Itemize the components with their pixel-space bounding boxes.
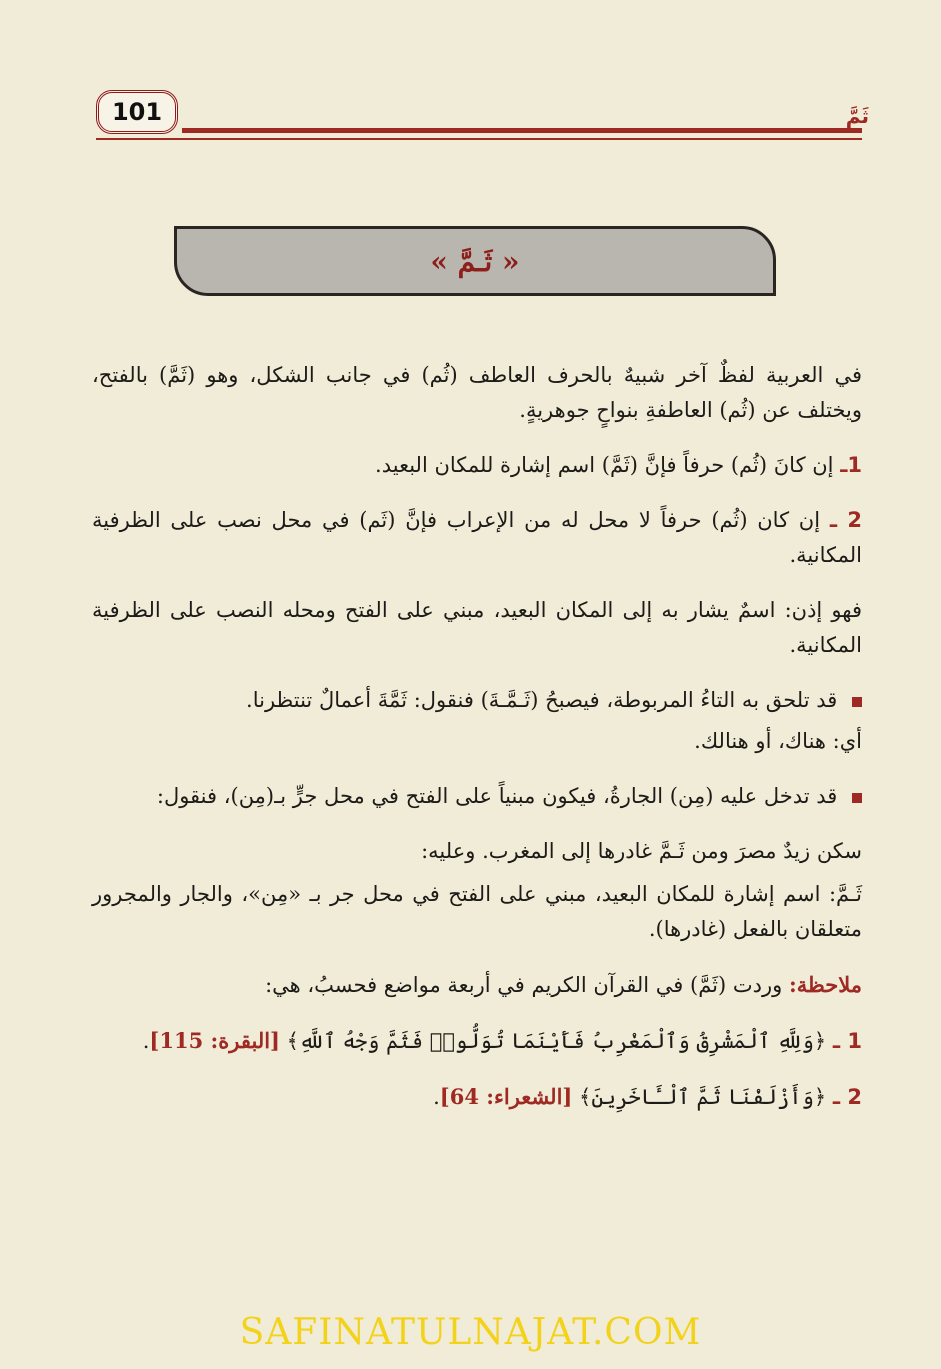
bullet-2-text: قد تدخل عليه (مِن) الجارةُ، فيكون مبنياً على الفتح في محل جرٍّ بـ(مِن)، فنقول: [156,784,838,808]
verse-2-number: 2 ـ [832,1085,862,1109]
analysis-paragraph: ثَـمَّ: اسم إشارة للمكان البعيد، مبني على الفتح في محل جر بـ «مِن»، والجار والمجرور متعلقان بالفعل (غادرها). [92,882,862,941]
point-2-number: 2 ـ [829,508,862,532]
page-number-text: 101 [111,98,163,126]
note-text: وردت (ثَمَّ) في القرآن الكريم في أربعة مواضع فحسبُ، هي: [265,973,783,997]
note-label: ملاحظة: [789,972,862,997]
point-1-number: 1ـ [840,453,862,477]
verse-2-text: ﴿وَأَزْلَفْنَا ثَمَّ ٱلْـَٔاخَرِينَ﴾ [579,1085,827,1109]
header-rule [182,128,862,133]
summary-paragraph: فهو إذن: اسمٌ يشار به إلى المكان البعيد، مبني على الفتح ومحله النصب على الظرفية المكانية. [92,598,862,657]
verse-1-number: 1 ـ [832,1029,862,1053]
quran-verse-2: 2 ـ ﴿وَأَزْلَفْنَا ثَمَّ ٱلْـَٔاخَرِينَ﴾ [الشعراء: 64]. [433,1084,862,1109]
quran-verse-1: 1 ـ ﴿وَلِلَّهِ ٱلْمَشْرِقُ وَٱلْمَغْرِبُ فَأَيْنَمَا تُوَلُّوا۟ فَثَمَّ وَجْهُ ٱللَّهِ﴾ [البقرة: 115]. [142,1028,862,1053]
point-2-text: إن كان (ثُم) حرفاً لا محل له من الإعراب فإنَّ (ثَم) في محل نصب على الظرفية المكانية. [92,508,862,567]
verse-1-reference: [البقرة: 115] [149,1028,280,1053]
square-bullet-icon [852,793,862,803]
intro-paragraph: في العربية لفظٌ آخر شبيهٌ بالحرف العاطف (ثُم) في جانب الشكل، وهو (ثَمَّ) بالفتح، ويختلف عن (ثُم) العاطفةِ بنواحٍ جوهريةٍ. [92,363,862,422]
page-number [96,90,178,134]
watermark: SAFINATULNAJAT.COM [239,1312,702,1353]
point-1 [92,448,862,483]
square-bullet-icon [852,697,862,707]
bullet-2 [92,779,862,814]
header-rule-thin [96,138,862,140]
meaning-line: أي: هناك، أو هنالك. [694,729,862,753]
page-title: « ثَـمَّ » [430,244,520,278]
title-banner [174,226,776,296]
bullet-1 [92,683,862,718]
verse-2-reference: [الشعراء: 64] [439,1084,573,1109]
note [92,967,862,1003]
point-2 [92,503,862,573]
verse-1-text: ﴿وَلِلَّهِ ٱلْمَشْرِقُ وَٱلْمَغْرِبُ فَأَيْنَمَا تُوَلُّوا۟ فَثَمَّ وَجْهُ ٱللَّهِ﴾ [286,1029,827,1053]
point-1-text: إن كانَ (ثُم) حرفاً فإنَّ (ثَمَّ) اسم إشارة للمكان البعيد. [375,453,834,477]
body-text [92,358,862,1135]
example-sentence: سكن زيدٌ مصرَ ومن ثَـمَّ غادرها إلى المغرب. وعليه: [421,839,862,863]
bullet-1-text: قد تلحق به التاءُ المربوطة، فيصبحُ (ثَـمَّـةَ) فنقول: ثَمَّةَ أعمالٌ تنتظرنا. [246,688,838,712]
running-header: ثَمَّ [845,104,869,128]
